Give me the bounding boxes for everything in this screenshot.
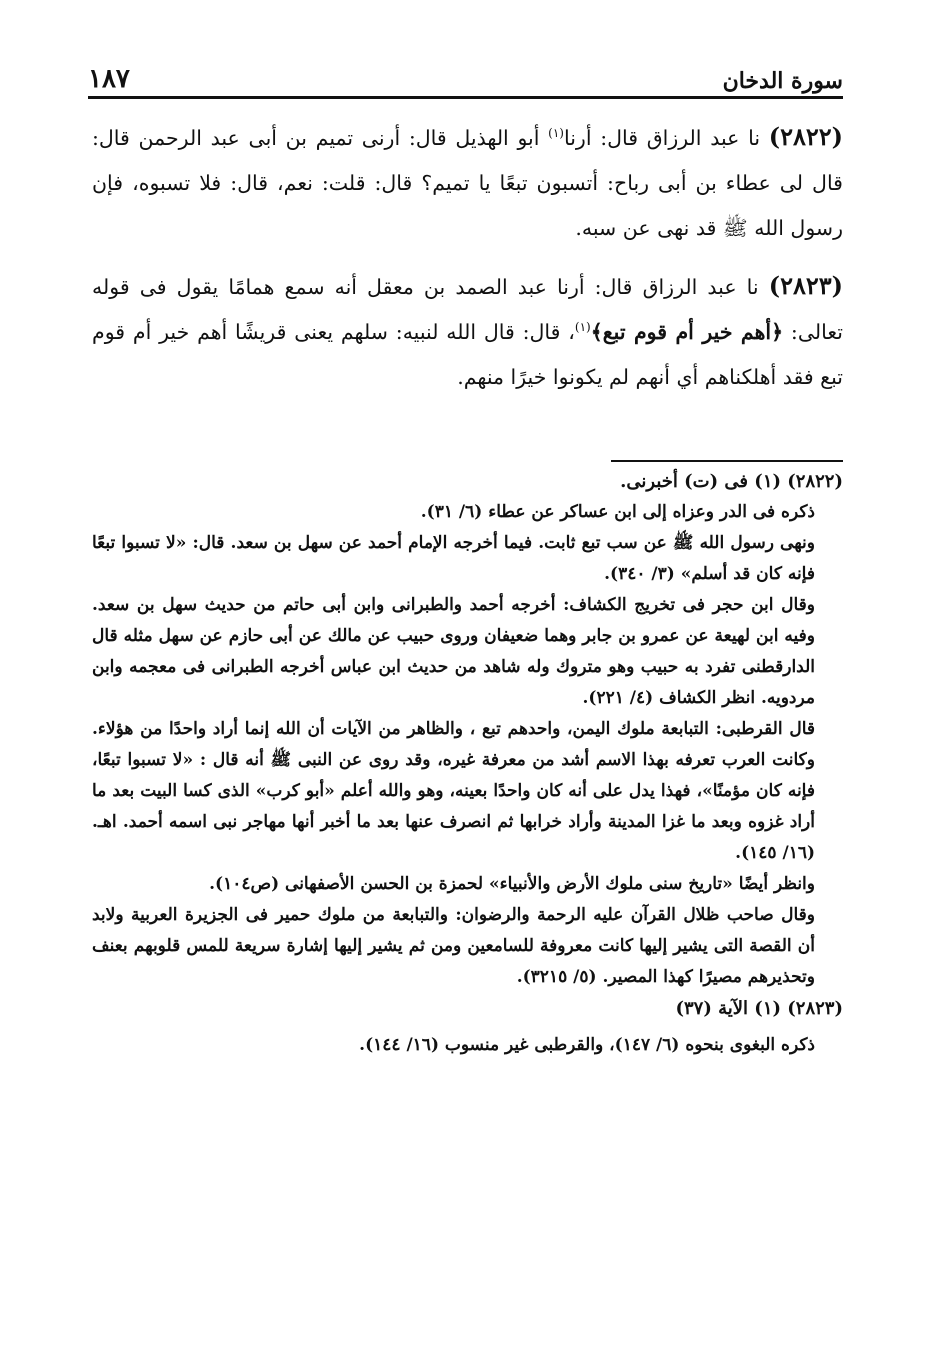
sura-title: سورة الدخان (722, 68, 843, 94)
hadith-text: نا عبد الرزاق قال: أرنا (563, 126, 769, 150)
hadith-number: (٢٨٢٣) (768, 271, 843, 300)
footnote-heading: (٢٨٢٢) (١) فى (ت) أخبرنى. (620, 471, 843, 492)
hadith-text: ، قال: قال الله لنبيه: سلهم يعنى قريشًا أهم خير أم قوم تبع فقد أهلكناهم أي أنهم لم يكونوا خيرًا منهم. (92, 320, 843, 389)
footnote-text: ذكره البغوى بنحوه (٦/ ١٤٧)، والقرطبى غير منسوب (١٦/ ١٤٤). (359, 1035, 815, 1055)
footnote-text: ونهى رسول الله ﷺ عن سب تبع ثابت. فيما أخرجه الإمام أحمد عن سهل بن سعد. قال: «لا تسبوا تبعًا فإنه كان قد أسلم» (٣/ ٣٤٠). (92, 533, 815, 584)
hadith-text: أبو الهذيل قال: أرنى تميم بن أبى عبد الرحمن قال: قال لى عطاء بن أبى رباح: أتسبون تبعًا يا تميم؟ قال: قلت: نعم، قال: فلا تسبوه، فإن رسول الله ﷺ قد نهى عن سبه. (92, 126, 843, 240)
footnote-marker: (١) (574, 320, 591, 335)
hadith-text: نا عبد الرزاق قال: أرنا عبد الصمد بن معقل أنه سمع همامًا يقول فى قوله تعالى: (92, 275, 843, 344)
main-text (92, 114, 843, 400)
footnotes (92, 466, 843, 1061)
hadith-2822 (92, 114, 843, 251)
footnote-text: ذكره فى الدر وعزاه إلى ابن عساكر عن عطاء (٦/ ٣١). (420, 502, 815, 522)
footnote-text: وقال صاحب ظلال القرآن عليه الرحمة والرضوان: والتبابعة من ملوك حمير فى الجزيرة العربية ولابد أن القصة التى يشير إليها كانت معروفة للسامعين ومن ثم يشير إليها إشارة سريعة للمس قلوبهم بعنف وتحذيرهم مصيرًا كهذا المصير. (٥/ ٣٢١٥). (92, 905, 815, 987)
footnote-marker: (١) (548, 126, 564, 141)
footnote-heading: (٢٨٢٣) (١) الآية (٣٧) (675, 998, 843, 1019)
footnote-separator (611, 460, 843, 462)
footnote-text: وانظر أيضًا «تاريخ سنى ملوك الأرض والأنبياء» لحمزة بن الحسن الأصفهانى (ص١٠٤). (209, 874, 815, 894)
page-number: ١٨٧ (88, 64, 130, 94)
hadith-number: (٢٨٢٢) (768, 122, 843, 151)
footnote-text: وقال ابن حجر فى تخريج الكشاف: أخرجه أحمد والطبرانى وابن أبى حاتم من حديث سهل بن سعد. وفيه ابن لهيعة عن عمرو بن جابر وهما ضعيفان وروى حبيب عن مالك عن أبى حازم عن سهل مثله قال الدارقطنى تفرد به حبيب وهو متروك وله شاهد من حديث ابن عباس أخرجه الطبرانى فى معجمه وابن مردويه. انظر الكشاف (٤/ ٢٢١). (92, 595, 815, 708)
page-header (88, 58, 843, 99)
footnote-text: قال القرطبى: التبابعة ملوك اليمن، واحدهم تبع ، والظاهر من الآيات أن الله إنما أراد واحدًا من هؤلاء. وكانت العرب تعرفه بهذا الاسم أشد من معرفة غيره، وقد روى عن النبى ﷺ أنه قال : «لا تسبوا تبعًا، فإنه كان مؤمنًا»، فهذا يدل على أنه كان واحدًا بعينه، وهو والله أعلم «أبو كرب» الذى كسا البيت بعد ما أراد غزوه وبعد ما غزا المدينة وأراد خرابها ثم انصرف عنها بعد ما أخبر أنها مهاجر نبى اسمه أحمد. اهـ. (١٦/ ١٤٥). (92, 719, 815, 863)
hadith-2823 (92, 263, 843, 400)
quran-quote: ﴿أهم خير أم قوم تبع﴾ (590, 320, 784, 344)
